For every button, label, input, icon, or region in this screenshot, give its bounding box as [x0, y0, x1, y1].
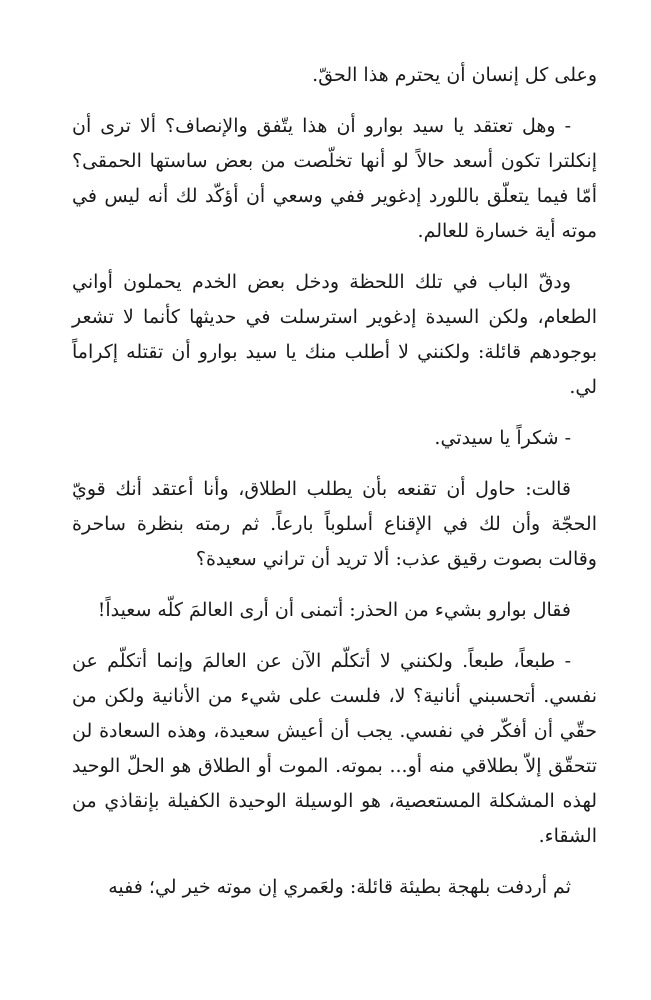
paragraph-5: قالت: حاول أن تقنعه بأن يطلب الطلاق، وأنا أعتقد أنك قويّ الحجّة وأن لك في الإقناع أسلوباً بارعاً. ثم رمته بنظرة ساحرة وقالت بصوت رقيق عذب: ألا تريد أن تراني سعيدة؟ [72, 478, 597, 570]
paragraph-3: ودقّ الباب في تلك اللحظة ودخل بعض الخدم يحملون أواني الطعام، ولكن السيدة إدغوير استرسلت في حديثها كأنما لا تشعر بوجودهم قائلة: ولكنني لا أطلب منك يا سيد بوارو أن تقتله إكراماً لي. [72, 271, 597, 398]
book-page [72, 58, 597, 921]
paragraph-6: فقال بوارو بشيء من الحذر: أتمنى أن أرى العالمَ كلّه سعيداً! [97, 599, 571, 621]
paragraph-7: - طبعاً، طبعاً. ولكنني لا أتكلّم الآن عن العالمَ وإنما أتكلّم عن نفسي. أتحسبني أنانية؟ لا، فلست على شيء من الأنانية ولكن من حقّي أن أفكّر في نفسي. يجب أن أعيش سعيدة، وهذه السعادة لن تتحقّق إلاّ بطلاقي منه أو... بموته. الموت أو الطلاق هو الحلّ الوحيد لهذه المشكلة المستعصية، هو الوسيلة الوحيدة الكفيلة بإنقاذي من الشقاء. [72, 650, 597, 847]
paragraph-4: - شكراً يا سيدتي. [434, 427, 571, 449]
paragraph-1: وعلى كل إنسان أن يحترم هذا الحقّ. [312, 64, 597, 86]
paragraph-2: - وهل تعتقد يا سيد بوارو أن هذا يتّفق والإنصاف؟ ألا ترى أن إنكلترا تكون أسعد حالاً لو أنها تخلّصت من بعض ساستها الحمقى؟ أمّا فيما يتعلّق باللورد إدغوير ففي وسعي أن أؤكّد لك أنه ليس في موته أية خسارة للعالم. [72, 115, 597, 242]
paragraph-8: ثم أردفت بلهجة بطيئة قائلة: ولعَمري إن موته خير لي؛ ففيه [108, 876, 571, 898]
